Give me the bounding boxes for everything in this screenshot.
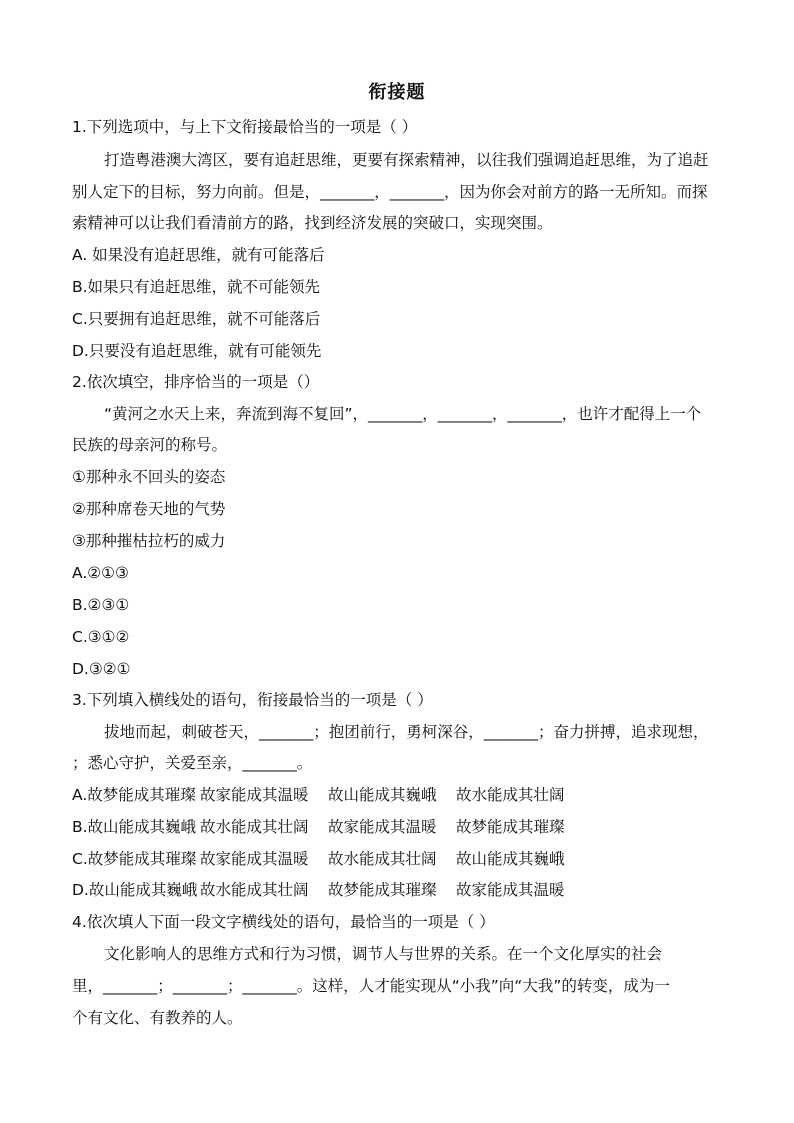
question-4-passage-line: 个有文化、有教养的人。	[72, 1009, 243, 1027]
question-1-passage-line: 别人定下的目标，努力向前。但是，_______，_______，因为你会对前方的路一无所知。而探	[72, 183, 708, 201]
question-1-stem: 1.下列选项中，与上下文衔接最恰当的一项是（ ）	[72, 118, 418, 136]
question-4-stem: 4.依次填人下面一段文字横线处的语句，最恰当的一项是（ ）	[72, 913, 495, 931]
question-2-passage-line: “黄河之水天上来，奔流到海不复回”，_______，_______，_______，也许才配得上一个	[104, 405, 702, 423]
question-4-passage-line: 文化影响人的思维方式和行为习惯，调节人与世界的关系。在一个文化厚实的社会	[104, 945, 663, 963]
question-2-item: ①那种永不回头的姿态	[72, 468, 226, 486]
option-phrase: C.故梦能成其璀璨	[72, 850, 197, 868]
question-3-passage-line: 拔地而起，刺破苍天，_______；抱团前行，勇柯深谷，_______；奋力拼搏，追求现想，	[104, 723, 709, 741]
option-phrase: 故家能成其温暖	[200, 850, 309, 868]
option-phrase: 故水能成其壮阔	[200, 818, 309, 836]
question-1-option-d: D.只要没有追赶思维，就有可能领先	[72, 342, 322, 360]
question-1-option-b: B.如果只有追赶思维，就不可能领先	[72, 278, 321, 296]
question-3-option-c	[72, 849, 565, 869]
question-3-option-a	[72, 785, 565, 805]
option-phrase: 故水能成其壮阔	[200, 881, 309, 899]
option-phrase: 故山能成其巍峨	[328, 786, 437, 804]
question-4-passage-line: 里，_______；_______；_______。这样，人才能实现从“小我”向“大我”的转变，成为一	[72, 977, 670, 995]
question-2-item: ②那种席卷天地的气势	[72, 500, 226, 518]
option-phrase: A.故梦能成其璀璨	[72, 786, 196, 804]
question-3-option-d	[72, 880, 565, 900]
question-3-option-b	[72, 817, 565, 837]
question-2-passage-line: 民族的母亲河的称号。	[72, 436, 228, 454]
option-phrase: 故家能成其温暖	[456, 881, 565, 899]
question-1-passage-line: 打造粤港澳大湾区，要有追赶思维，更要有探索精神，以往我们强调追赶思维，为了追赶	[104, 151, 709, 169]
question-2-option-a: A.②①③	[72, 564, 129, 582]
question-2-option-d: D.③②①	[72, 660, 131, 678]
option-phrase: D.故山能成其巍峨	[72, 881, 198, 899]
option-phrase: 故梦能成其璀璨	[456, 818, 565, 836]
question-1-option-a: A. 如果没有追赶思维，就有可能落后	[72, 246, 325, 264]
page-title: 衔接题	[368, 82, 426, 103]
option-phrase: 故梦能成其璀璨	[328, 881, 437, 899]
question-2-item: ③那种摧枯拉朽的威力	[72, 532, 226, 550]
option-phrase: 故水能成其壮阔	[456, 786, 565, 804]
question-1-option-c: C.只要拥有追赶思维，就不可能落后	[72, 310, 321, 328]
option-phrase: 故山能成其巍峨	[456, 850, 565, 868]
question-3-stem: 3.下列填入横线处的语句，衔接最恰当的一项是（ ）	[72, 691, 433, 709]
question-1-passage-line: 索精神可以让我们看清前方的路，找到经济发展的突破口，实现突围。	[72, 214, 553, 232]
option-phrase: B.故山能成其巍峨	[72, 818, 197, 836]
option-phrase: 故水能成其壮阔	[328, 850, 437, 868]
question-2-option-b: B.②③①	[72, 596, 130, 614]
question-2-option-c: C.③①②	[72, 628, 130, 646]
option-phrase: 故家能成其温暖	[200, 786, 309, 804]
question-2-stem: 2.依次填空，排序恰当的一项是（）	[72, 373, 320, 391]
option-phrase: 故家能成其温暖	[328, 818, 437, 836]
question-3-passage-line: ；悉心守护，关爱至亲，_______。	[72, 754, 313, 772]
